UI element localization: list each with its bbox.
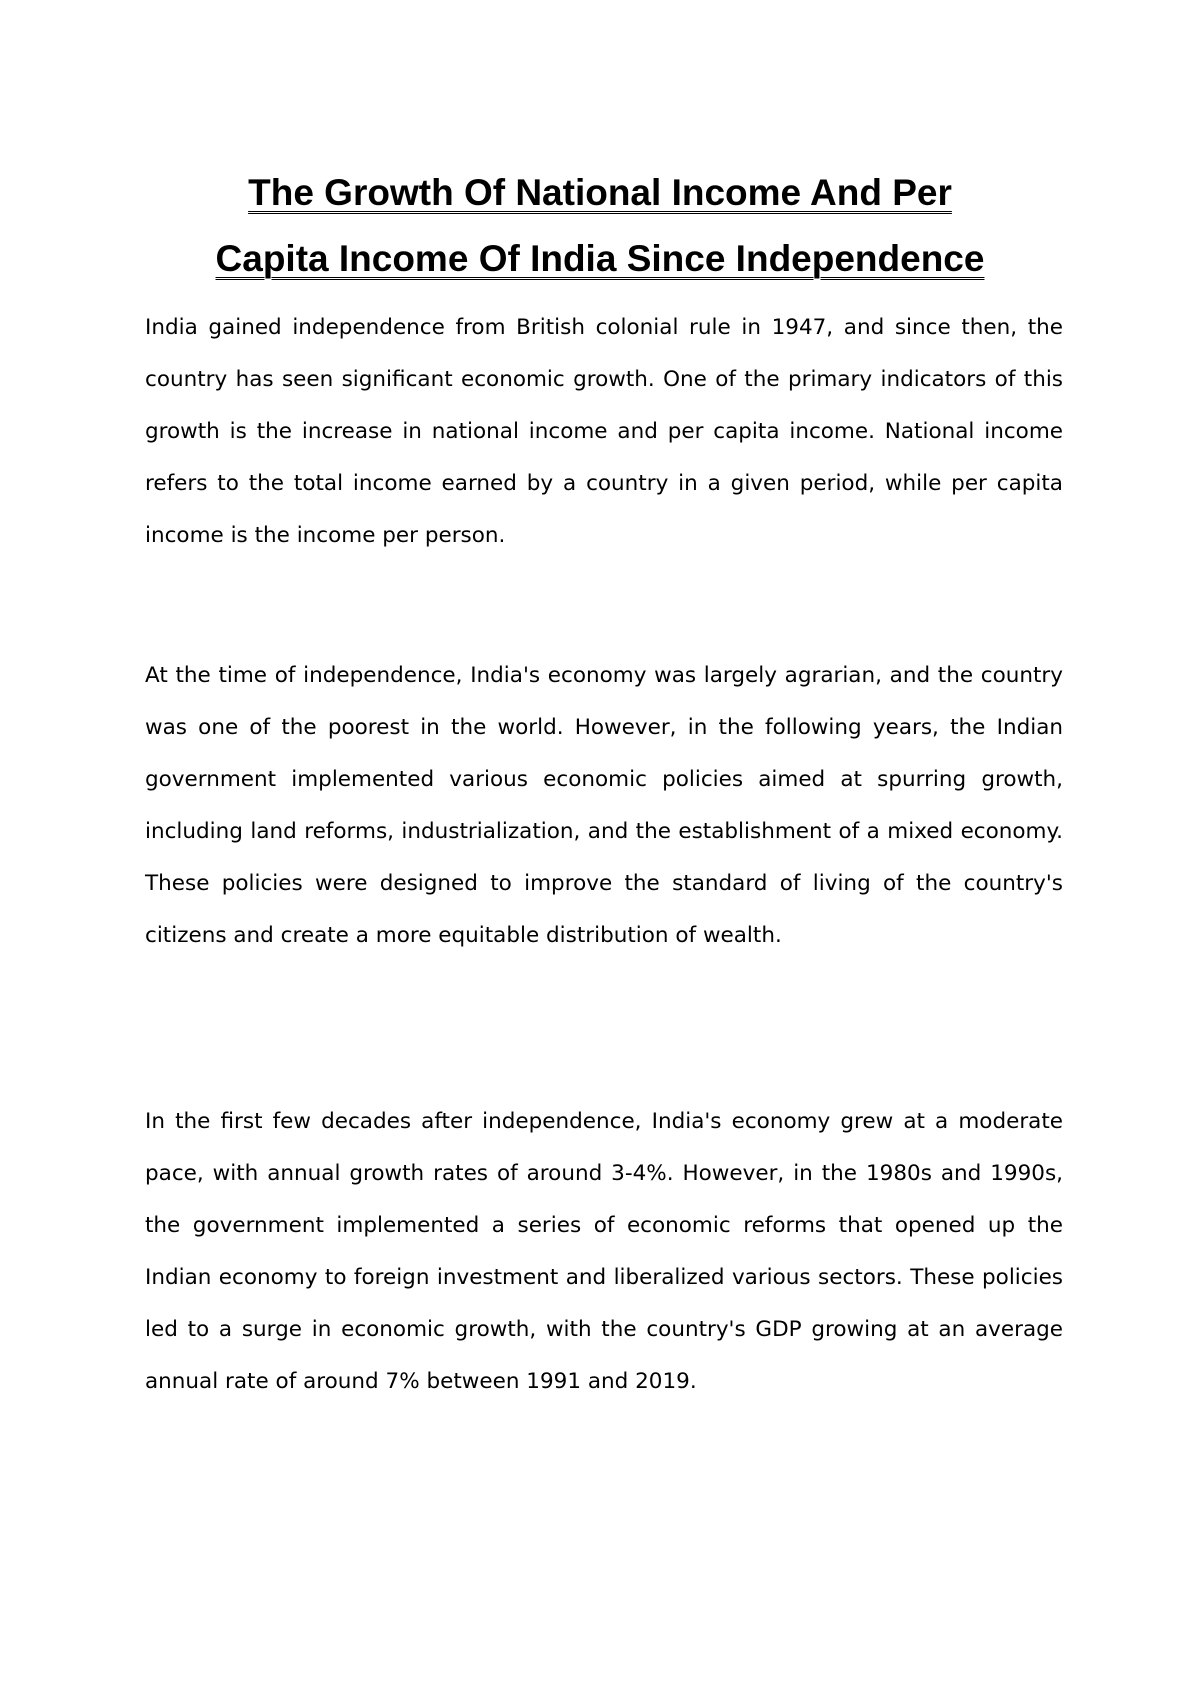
- document-title: [145, 160, 1055, 292]
- paragraph-intro: India gained independence from British colonial rule in 1947, and since then, the country has seen significant economic growth. One of the primary indicators of this growth is the increase in national income and per capita income. National income refers to the total income earned by a country in a given period, while per capita income is the income per person.: [145, 315, 1063, 548]
- title-line-1: The Growth Of National Income And Per: [248, 172, 952, 213]
- paragraph-growth-reforms: In the first few decades after independence, India's economy grew at a moderate pace, with annual growth rates of around 3-4%. However, in the 1980s and 1990s, the government implemented a series of economic reforms that opened up the Indian economy to foreign investment and liberalized various sectors. These policies led to a surge in economic growth, with the country's GDP growing at an average annual rate of around 7% between 1991 and 2019.: [145, 1109, 1063, 1394]
- paragraph-independence-economy: At the time of independence, India's economy was largely agrarian, and the country was one of the poorest in the world. However, in the following years, the Indian government implemented various economic policies aimed at spurring growth, including land reforms, industrialization, and the establishment of a mixed economy. These policies were designed to improve the standard of living of the country's citizens and create a more equitable distribution of wealth.: [145, 663, 1063, 948]
- title-line-2: Capita Income Of India Since Independence: [215, 238, 985, 279]
